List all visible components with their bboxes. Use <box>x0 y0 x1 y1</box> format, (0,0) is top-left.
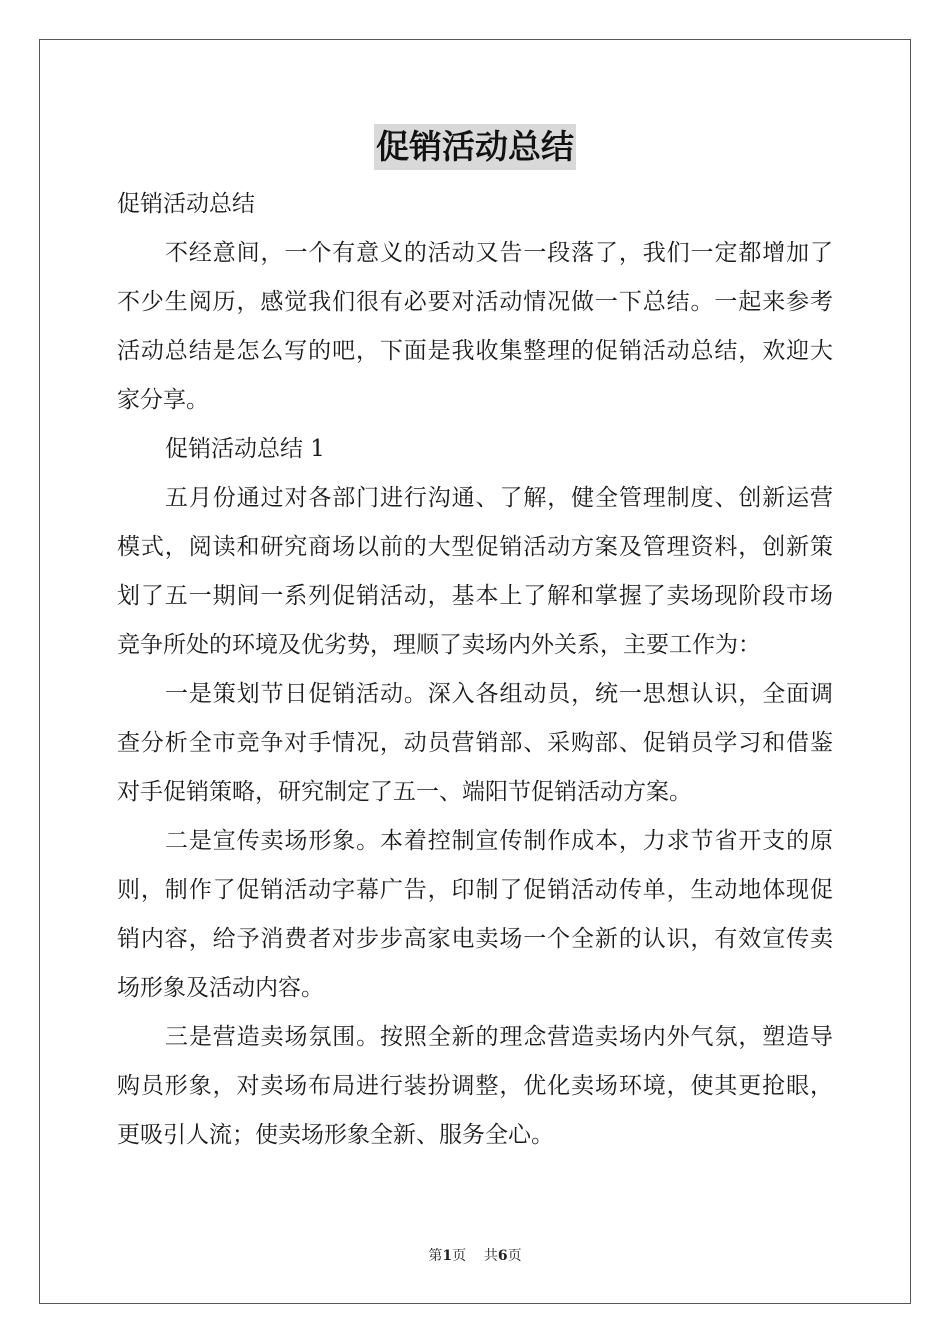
paragraph-line: 购员形象，对卖场布局进行装扮调整，优化卖场环境，使其更抢眼， <box>117 1073 833 1099</box>
paragraph-overview <box>117 474 833 670</box>
document-subtitle: 促销活动总结 <box>117 191 255 217</box>
paragraph-line: 五月份通过对各部门进行沟通、了解，健全管理制度、创新运营 <box>165 485 833 511</box>
paragraph-line: 家分享。 <box>117 387 209 413</box>
paragraph-line: 不少生阅历，感觉我们很有必要对活动情况做一下总结。一起来参考 <box>117 289 833 315</box>
paragraph-item-one <box>117 670 833 817</box>
paragraph-line: 不经意间，一个有意义的活动又告一段落了，我们一定都增加了 <box>165 240 833 266</box>
paragraph-line: 更吸引人流；使卖场形象全新、服务全心。 <box>117 1122 554 1148</box>
page-footer <box>0 1246 950 1266</box>
total-prefix: 共 <box>483 1248 498 1264</box>
paragraph-line: 一是策划节日促销活动。深入各组动员，统一思想认识，全面调 <box>165 681 833 707</box>
page-prefix: 第 <box>428 1248 443 1264</box>
document-body <box>117 180 833 1160</box>
page-number: 1 <box>442 1248 453 1264</box>
section-heading <box>117 425 833 474</box>
paragraph-line: 则，制作了促销活动字幕广告，印制了促销活动传单，生动地体现促 <box>117 877 833 903</box>
paragraph-line: 划了五一期间一系列促销活动，基本上了解和掌握了卖场现阶段市场 <box>117 583 833 609</box>
paragraph-line: 活动总结是怎么写的吧，下面是我收集整理的促销活动总结，欢迎大 <box>117 338 833 364</box>
paragraph-line: 查分析全市竞争对手情况，动员营销部、采购部、促销员学习和借鉴 <box>117 730 833 756</box>
paragraph-item-two <box>117 817 833 1013</box>
paragraph-line: 销内容，给予消费者对步步高家电卖场一个全新的认识，有效宣传卖 <box>117 926 833 952</box>
paragraph-line: 场形象及活动内容。 <box>117 975 324 1001</box>
total-suffix: 页 <box>507 1248 522 1264</box>
total-pages: 6 <box>497 1248 508 1264</box>
paragraph-line: 竞争所处的环境及优劣势，理顺了卖场内外关系，主要工作为： <box>117 632 761 658</box>
paragraph-line: 对手促销策略，研究制定了五一、端阳节促销活动方案。 <box>117 779 692 805</box>
paragraph-line: 模式，阅读和研究商场以前的大型促销活动方案及管理资料，创新策 <box>117 534 833 560</box>
section-heading-text: 促销活动总结 1 <box>165 436 325 462</box>
document-title: 促销活动总结 <box>374 124 576 170</box>
page-suffix: 页 <box>452 1248 467 1264</box>
paragraph-item-three <box>117 1013 833 1160</box>
paragraph-intro <box>117 229 833 425</box>
title-container <box>0 124 950 170</box>
paragraph-line: 二是宣传卖场形象。本着控制宣传制作成本，力求节省开支的原 <box>165 828 833 854</box>
paragraph-line: 三是营造卖场氛围。按照全新的理念营造卖场内外气氛，塑造导 <box>165 1024 833 1050</box>
